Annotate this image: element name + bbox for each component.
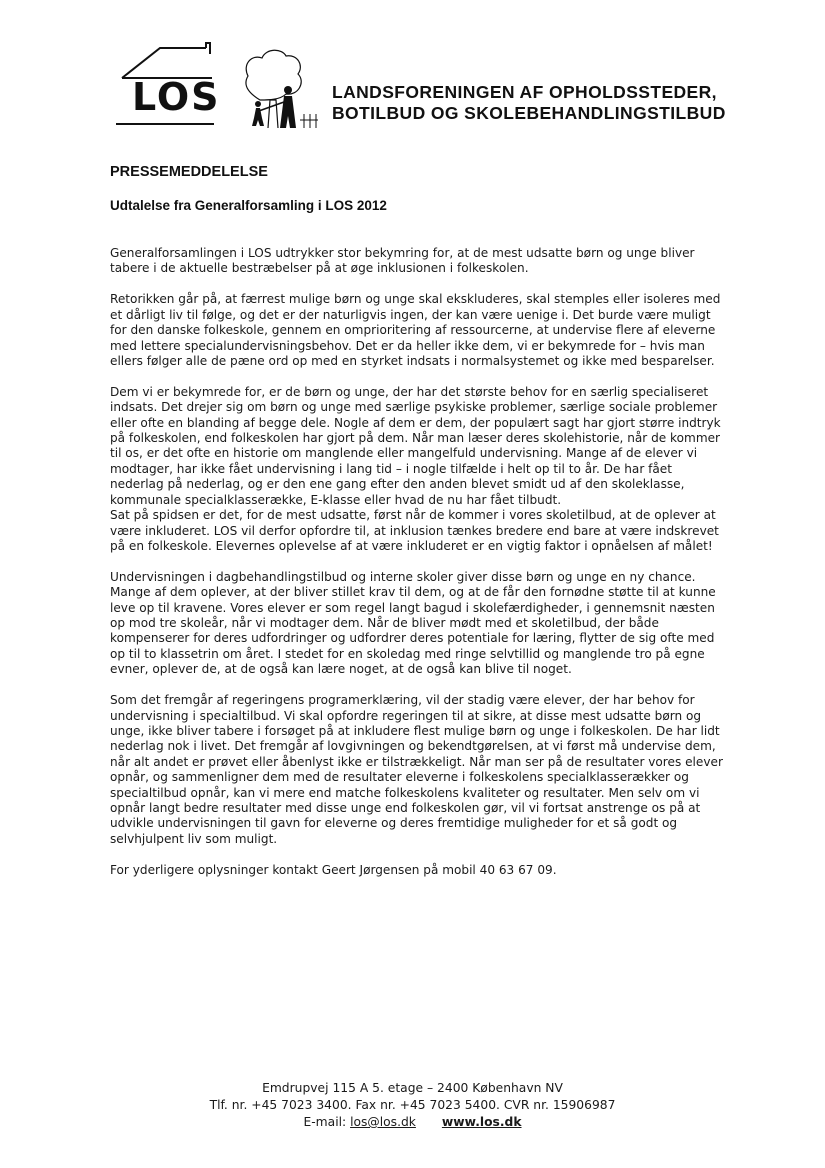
email-label: E-mail: bbox=[303, 1115, 351, 1129]
paragraph: Som det fremgår af regeringens programerklæring, vil der stadig være elever, der har behov for undervisning i specialtilbud. Vi skal opfordre regeringen til at sikre, at disse mest udsatte børn og unge, ikke bliver tabere i forsøget på at inkludere flest mulige børn og unge i folkeskolen. De har lidt nederlag nok i livet. Det fremgår af lovgivningen og bekendtgørelsen, at vi først må undervise dem, når alt andet er prøvet eller åbenlyst ikke er tilstrækkeligt. Når man ser på de resultater vores elever opnår, og sammenligner dem med de resultater eleverne i folkeskolens specialklasserækker og specialtilbud opnår, kan vi mere end matche folkeskolens kvaliteter og resultater. Men selv om vi opnår langt bedre resultater med disse unge end folkeskolen gør, vil vi fortsat anstrenge os på at udvikle undervisningen til gavn for eleverne og deres fremtidige muligheder for et så godt og selvhjulpent liv som muligt. bbox=[110, 693, 723, 846]
email-link[interactable]: los@los.dk bbox=[350, 1115, 416, 1129]
org-name-line-2: BOTILBUD OG SKOLEBEHANDLINGSTILBUD bbox=[332, 103, 726, 123]
footer-contact-line bbox=[0, 1114, 825, 1131]
document-subtitle: Udtalelse fra Generalforsamling i LOS 2012 bbox=[110, 198, 387, 213]
footer-phones: Tlf. nr. +45 7023 3400. Fax nr. +45 7023 5400. CVR nr. 15906987 bbox=[209, 1098, 616, 1112]
footer bbox=[0, 1080, 825, 1131]
paragraph: Retorikken går på, at færrest mulige børn og unge skal ekskluderes, skal stemples eller isoleres med et dårligt liv til følge, og det er der naturligvis ingen, der kan være uenige i. Det burde være muligt for den danske folkeskole, gennem en omprioritering af ressourcerne, at undervise flere af eleverne med lettere specialundervisningsbehov. Det er da heller ikke dem, vi er bekymrede for – hvis man ellers følger alle de pæne ord op med en styrket indsats i normalsystemet og ikke med besparelser. bbox=[110, 292, 721, 368]
organization-name bbox=[332, 82, 812, 124]
document-body bbox=[110, 246, 728, 878]
logo-text: LOS bbox=[132, 75, 221, 119]
paragraph: Dem vi er bekymrede for, er de børn og unge, der har det største behov for en særlig specialiseret indsats. Det drejer sig om børn og unge med særlige psykiske problemer, særlige sociale problemer eller ofte en blanding af begge dele. Nogle af dem er dem, der populært sagt har gjort større indtryk på folkeskolen, end folkeskolen har gjort på dem. Når man læser deres skolehistorie, når de kommer til os, er det ofte en historie om manglende eller mangelfuld undervisning. Mange af de elever vi modtager, har ikke fået undervisning i lang tid – i nogle tilfælde i helt op til to år. De har fået nederlag på nederlag, og er den ene gang efter den anden blevet smidt ud af den skoleklasse, kommunale specialklasserække, E-klasse eller hvad de nu har fået tilbudt. bbox=[110, 384, 721, 507]
org-name-line-1: LANDSFORENINGEN AF OPHOLDSSTEDER, bbox=[332, 82, 717, 102]
paragraph: Sat på spidsen er det, for de mest udsatte, først når de kommer i vores skoletilbud, at de oplever at være inkluderet. LOS vil derfor opfordre til, at inklusion tænkes bredere end bare at være indskrevet på en folkeskole. Elevernes oplevelse af at være inkluderet er en vigtig faktor i opnåelsen af målet! bbox=[110, 508, 719, 553]
footer-address: Emdrupvej 115 A 5. etage – 2400 København NV bbox=[262, 1081, 563, 1095]
website-link[interactable]: www.los.dk bbox=[441, 1115, 522, 1129]
paragraph: Undervisningen i dagbehandlingstilbud og interne skoler giver disse børn og unge en ny chance. Mange af dem oplever, at der bliver stillet krav til dem, og at de får den fornødne støtte til at kunne leve op til kravene. Vores elever er som regel langt bagud i skolefærdigheder, i gennemsnit næsten op mod tre skoleår, når vi modtager dem. Når de bliver mødt med et skoletilbud, der både kompenserer for deres udfordringer og udfordrer deres potentiale for læring, flytter de sig ofte med op til to klassetrin om året. I stedet for en skoledag med ringe selvtillid og manglende tro på egne evner, oplever de, at de også kan lære noget, at de også kan blive til noget. bbox=[110, 569, 716, 677]
document-title: PRESSEMEDDELELSE bbox=[110, 164, 268, 180]
paragraph: Generalforsamlingen i LOS udtrykker stor bekymring for, at de mest udsatte børn og unge bliver tabere i de aktuelle bestræbelser på at øge inklusionen i folkeskolen. bbox=[110, 246, 695, 276]
contact-paragraph: For yderligere oplysninger kontakt Geert Jørgensen på mobil 40 63 67 09. bbox=[110, 862, 557, 877]
